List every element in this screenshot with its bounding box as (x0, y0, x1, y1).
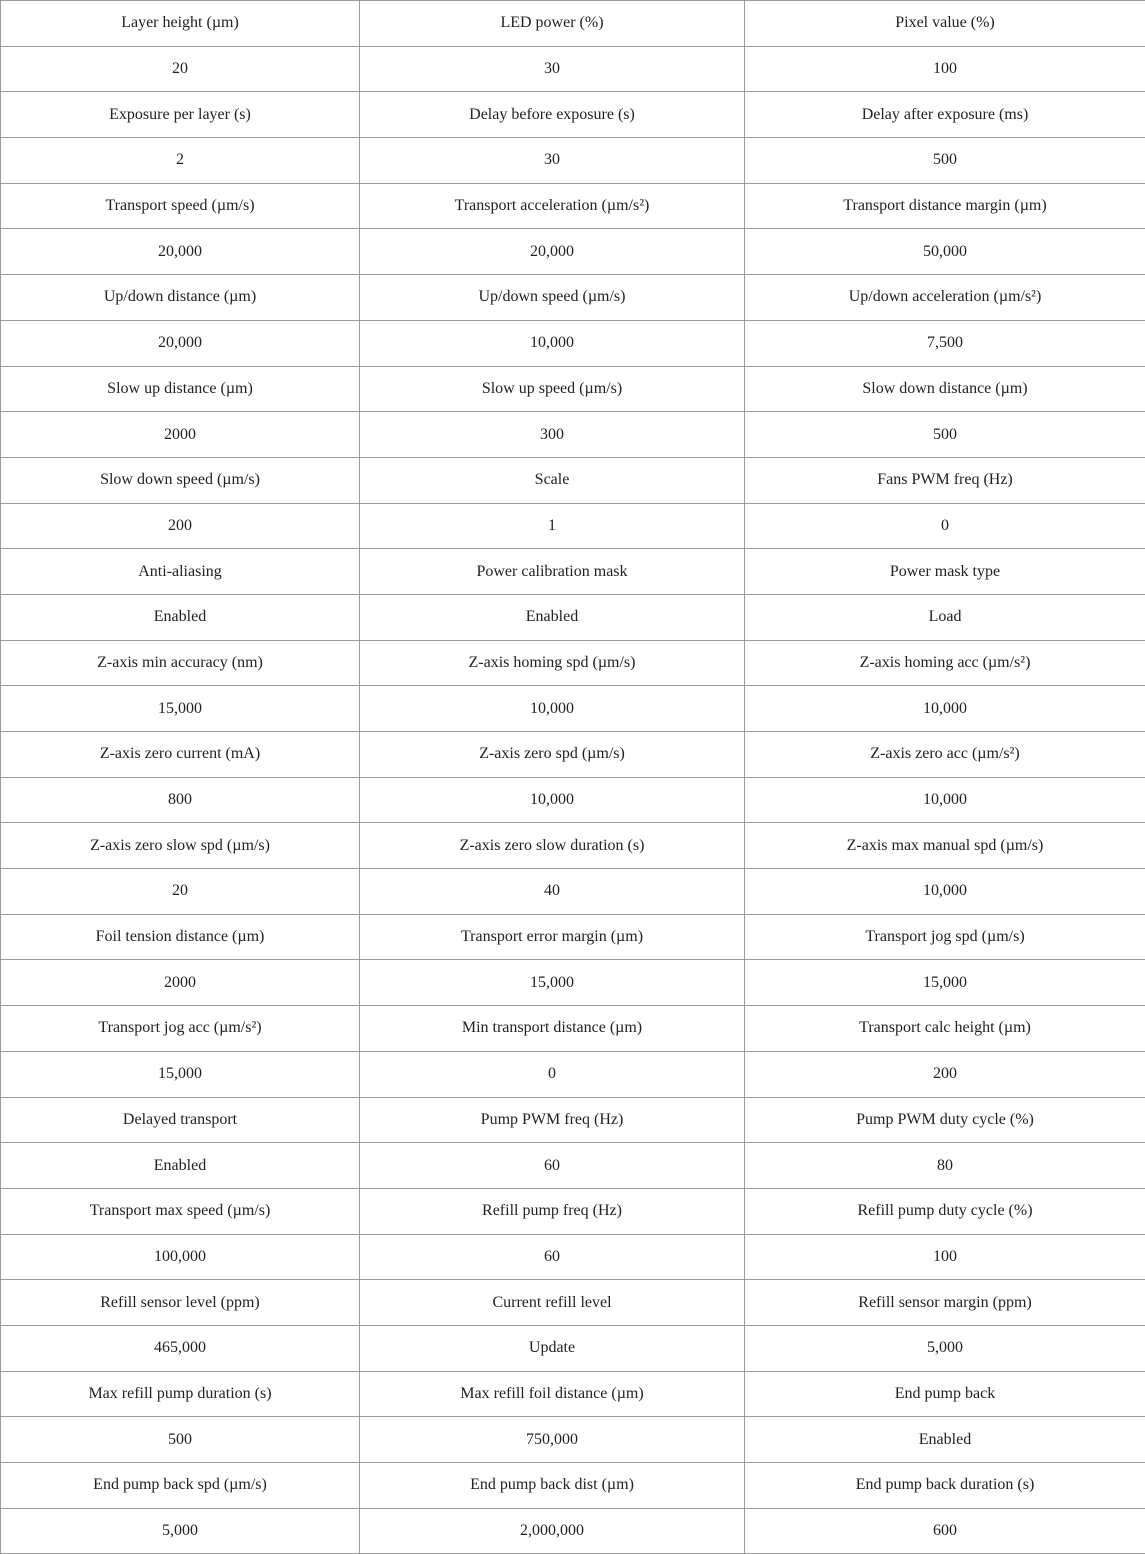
parameter-label-row (1, 92, 1145, 138)
parameter-label-cell: Scale (360, 457, 745, 503)
parameter-value-cell: 50,000 (745, 229, 1145, 275)
parameter-label-cell: Z-axis zero slow spd (µm/s) (1, 823, 360, 869)
parameter-label-cell: Z-axis min accuracy (nm) (1, 640, 360, 686)
parameter-value-cell: 30 (360, 46, 745, 92)
parameter-label-cell: Min transport distance (µm) (360, 1006, 745, 1052)
parameter-value-cell: 20,000 (360, 229, 745, 275)
parameter-label-cell: Pixel value (%) (745, 1, 1145, 47)
parameter-value-cell: 2000 (1, 412, 360, 458)
parameter-value-row (1, 412, 1145, 458)
parameter-label-cell: Z-axis zero acc (µm/s²) (745, 732, 1145, 778)
parameter-label-row (1, 914, 1145, 960)
parameter-label-cell: Z-axis homing spd (µm/s) (360, 640, 745, 686)
parameter-label-cell: Transport speed (µm/s) (1, 183, 360, 229)
parameter-label-cell: Slow down speed (µm/s) (1, 457, 360, 503)
parameter-label-cell: Transport jog acc (µm/s²) (1, 1006, 360, 1052)
parameter-label-row (1, 1188, 1145, 1234)
table-body (1, 1, 1145, 1554)
parameter-label-cell: Refill sensor level (ppm) (1, 1280, 360, 1326)
parameter-label-row (1, 1006, 1145, 1052)
parameter-value-cell: 60 (360, 1143, 745, 1189)
parameter-label-row (1, 732, 1145, 778)
parameter-value-row (1, 1508, 1145, 1554)
parameter-value-cell: 20 (1, 869, 360, 915)
parameter-label-cell: LED power (%) (360, 1, 745, 47)
parameter-value-cell: 200 (745, 1051, 1145, 1097)
parameter-value-row (1, 960, 1145, 1006)
parameter-value-row (1, 320, 1145, 366)
parameter-label-cell: Transport acceleration (µm/s²) (360, 183, 745, 229)
parameter-value-cell: 10,000 (745, 686, 1145, 732)
parameter-label-cell: Transport error margin (µm) (360, 914, 745, 960)
parameter-value-cell: 15,000 (1, 1051, 360, 1097)
parameter-label-cell: Max refill foil distance (µm) (360, 1371, 745, 1417)
parameter-label-cell: Current refill level (360, 1280, 745, 1326)
parameter-value-cell: 0 (745, 503, 1145, 549)
parameter-value-cell: 500 (1, 1417, 360, 1463)
parameter-value-cell: Update (360, 1325, 745, 1371)
parameter-label-cell: Refill pump freq (Hz) (360, 1188, 745, 1234)
parameter-label-cell: Layer height (µm) (1, 1, 360, 47)
parameter-value-cell: 800 (1, 777, 360, 823)
parameter-value-cell: 60 (360, 1234, 745, 1280)
parameter-label-row (1, 1463, 1145, 1509)
parameter-value-cell: 5,000 (745, 1325, 1145, 1371)
parameter-value-cell: 10,000 (360, 777, 745, 823)
parameter-label-row (1, 1097, 1145, 1143)
parameter-label-cell: Foil tension distance (µm) (1, 914, 360, 960)
parameter-label-row (1, 457, 1145, 503)
parameter-value-cell: 0 (360, 1051, 745, 1097)
parameter-label-cell: End pump back (745, 1371, 1145, 1417)
parameter-label-row (1, 549, 1145, 595)
parameter-value-cell: Enabled (745, 1417, 1145, 1463)
parameter-value-cell: 5,000 (1, 1508, 360, 1554)
parameter-value-cell: 500 (745, 412, 1145, 458)
parameter-value-cell: 200 (1, 503, 360, 549)
parameter-label-cell: Transport distance margin (µm) (745, 183, 1145, 229)
parameter-label-cell: Z-axis zero spd (µm/s) (360, 732, 745, 778)
parameter-value-cell: 15,000 (360, 960, 745, 1006)
parameter-value-row (1, 594, 1145, 640)
parameter-value-cell: 2,000,000 (360, 1508, 745, 1554)
parameter-value-cell: 100 (745, 46, 1145, 92)
parameter-value-cell: 100,000 (1, 1234, 360, 1280)
parameter-value-cell: Enabled (360, 594, 745, 640)
parameter-label-cell: Power mask type (745, 549, 1145, 595)
parameter-value-row (1, 1051, 1145, 1097)
parameter-value-cell: 2000 (1, 960, 360, 1006)
parameter-value-cell: 15,000 (745, 960, 1145, 1006)
parameter-value-cell: Enabled (1, 594, 360, 640)
parameter-label-cell: Delayed transport (1, 1097, 360, 1143)
parameter-label-cell: Up/down speed (µm/s) (360, 275, 745, 321)
parameter-value-row (1, 46, 1145, 92)
parameter-label-cell: Anti-aliasing (1, 549, 360, 595)
parameter-label-cell: Transport jog spd (µm/s) (745, 914, 1145, 960)
parameter-value-cell: 40 (360, 869, 745, 915)
parameter-label-cell: Z-axis zero slow duration (s) (360, 823, 745, 869)
parameter-label-cell: Delay before exposure (s) (360, 92, 745, 138)
parameter-label-cell: Transport max speed (µm/s) (1, 1188, 360, 1234)
parameter-label-cell: Z-axis homing acc (µm/s²) (745, 640, 1145, 686)
parameter-label-row (1, 1, 1145, 47)
parameter-label-cell: Slow up distance (µm) (1, 366, 360, 412)
parameter-value-cell: Load (745, 594, 1145, 640)
parameter-value-row (1, 1234, 1145, 1280)
parameter-label-row (1, 1280, 1145, 1326)
parameter-label-cell: Max refill pump duration (s) (1, 1371, 360, 1417)
parameter-value-row (1, 869, 1145, 915)
parameter-value-cell: 300 (360, 412, 745, 458)
parameter-value-row (1, 138, 1145, 184)
parameter-label-row (1, 275, 1145, 321)
parameter-value-cell: 10,000 (745, 777, 1145, 823)
parameter-label-cell: Fans PWM freq (Hz) (745, 457, 1145, 503)
parameter-value-cell: 1 (360, 503, 745, 549)
parameter-label-row (1, 1371, 1145, 1417)
parameter-value-cell: 465,000 (1, 1325, 360, 1371)
parameter-value-row (1, 229, 1145, 275)
parameter-label-cell: Slow up speed (µm/s) (360, 366, 745, 412)
parameter-value-row (1, 686, 1145, 732)
parameter-label-cell: Up/down acceleration (µm/s²) (745, 275, 1145, 321)
parameter-label-cell: End pump back spd (µm/s) (1, 1463, 360, 1509)
parameter-value-row (1, 1143, 1145, 1189)
parameter-value-cell: 2 (1, 138, 360, 184)
parameter-value-cell: 10,000 (360, 320, 745, 366)
parameter-label-cell: Z-axis max manual spd (µm/s) (745, 823, 1145, 869)
parameter-value-cell: 15,000 (1, 686, 360, 732)
parameter-label-cell: Pump PWM duty cycle (%) (745, 1097, 1145, 1143)
parameter-label-cell: Z-axis zero current (mA) (1, 732, 360, 778)
parameter-value-row (1, 503, 1145, 549)
parameter-value-cell: 10,000 (360, 686, 745, 732)
parameter-label-row (1, 823, 1145, 869)
parameter-value-cell: 500 (745, 138, 1145, 184)
parameter-value-cell: 20,000 (1, 320, 360, 366)
parameter-label-row (1, 640, 1145, 686)
parameter-value-cell: 80 (745, 1143, 1145, 1189)
parameter-value-cell: 100 (745, 1234, 1145, 1280)
parameter-value-row (1, 1417, 1145, 1463)
parameter-value-cell: Enabled (1, 1143, 360, 1189)
parameter-value-cell: 10,000 (745, 869, 1145, 915)
parameter-value-row (1, 1325, 1145, 1371)
parameter-value-cell: 20,000 (1, 229, 360, 275)
parameter-label-cell: Power calibration mask (360, 549, 745, 595)
parameter-value-cell: 20 (1, 46, 360, 92)
parameter-label-cell: Delay after exposure (ms) (745, 92, 1145, 138)
parameter-label-cell: Slow down distance (µm) (745, 366, 1145, 412)
parameter-label-cell: Refill sensor margin (ppm) (745, 1280, 1145, 1326)
parameter-label-cell: End pump back duration (s) (745, 1463, 1145, 1509)
parameter-value-cell: 750,000 (360, 1417, 745, 1463)
parameter-label-cell: Exposure per layer (s) (1, 92, 360, 138)
parameter-value-cell: 30 (360, 138, 745, 184)
parameter-value-cell: 7,500 (745, 320, 1145, 366)
parameter-label-cell: Up/down distance (µm) (1, 275, 360, 321)
parameter-value-cell: 600 (745, 1508, 1145, 1554)
parameter-label-row (1, 366, 1145, 412)
parameter-value-row (1, 777, 1145, 823)
parameter-label-cell: Refill pump duty cycle (%) (745, 1188, 1145, 1234)
parameter-label-cell: End pump back dist (µm) (360, 1463, 745, 1509)
parameter-label-cell: Transport calc height (µm) (745, 1006, 1145, 1052)
parameter-label-cell: Pump PWM freq (Hz) (360, 1097, 745, 1143)
parameter-label-row (1, 183, 1145, 229)
